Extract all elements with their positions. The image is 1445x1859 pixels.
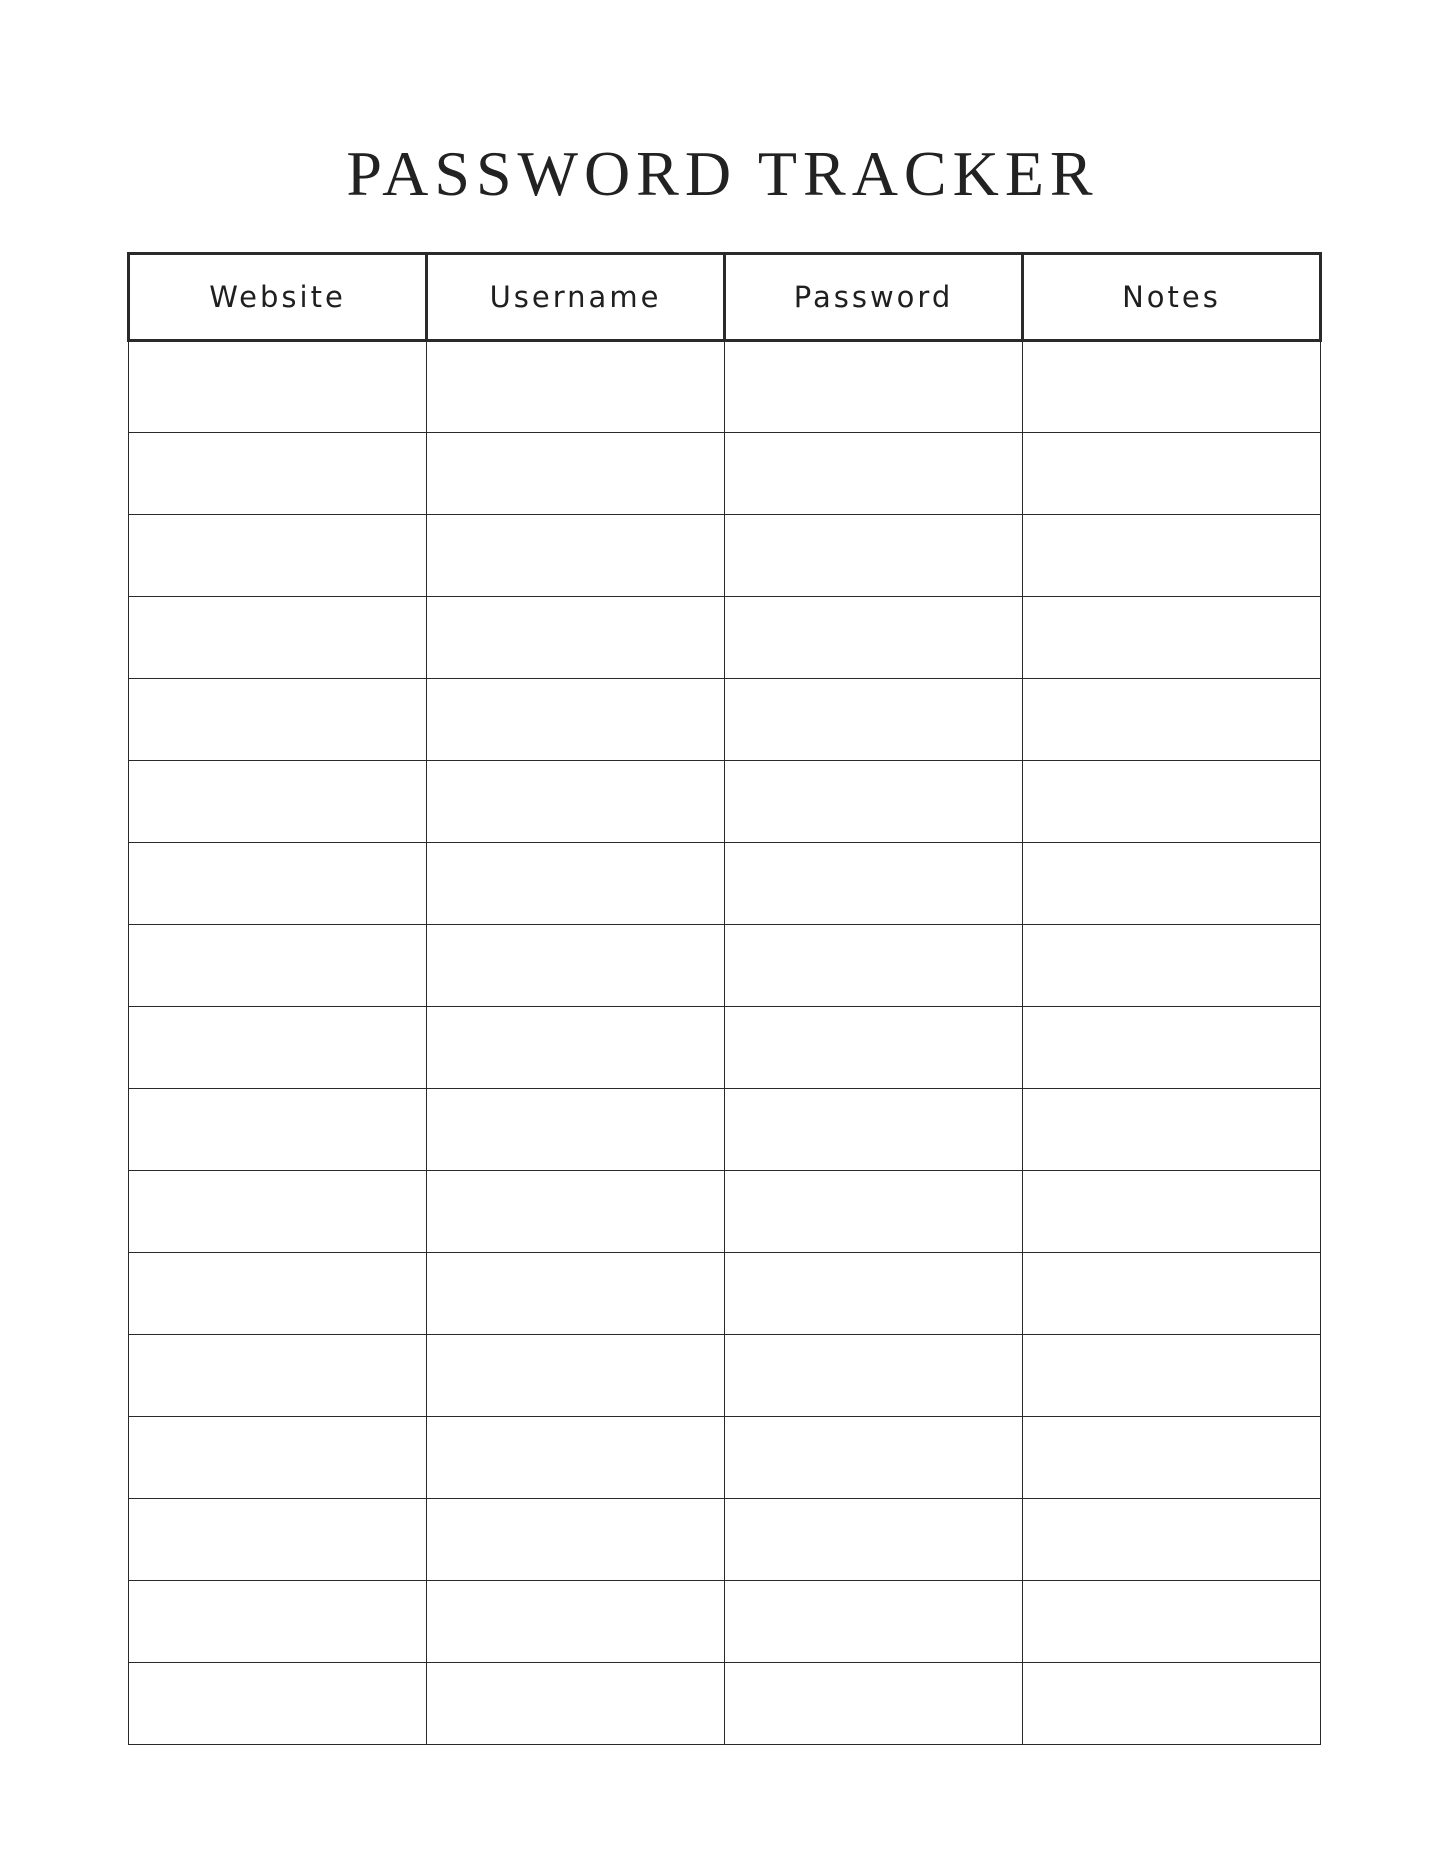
cell-notes[interactable] (1023, 1581, 1321, 1663)
cell-website[interactable] (129, 433, 427, 515)
cell-password[interactable] (725, 1171, 1023, 1253)
cell-notes[interactable] (1023, 761, 1321, 843)
table-row (129, 1007, 1321, 1089)
cell-website[interactable] (129, 341, 427, 433)
column-header-notes: Notes (1023, 254, 1321, 341)
cell-username[interactable] (427, 925, 725, 1007)
table-row (129, 515, 1321, 597)
cell-password[interactable] (725, 761, 1023, 843)
page-title: PASSWORD TRACKER (346, 138, 1099, 209)
cell-password[interactable] (725, 843, 1023, 925)
cell-password[interactable] (725, 1335, 1023, 1417)
table-row (129, 1171, 1321, 1253)
cell-password[interactable] (725, 679, 1023, 761)
table-row (129, 1089, 1321, 1171)
cell-notes[interactable] (1023, 1499, 1321, 1581)
cell-website[interactable] (129, 1089, 427, 1171)
cell-website[interactable] (129, 1171, 427, 1253)
cell-username[interactable] (427, 679, 725, 761)
cell-notes[interactable] (1023, 1007, 1321, 1089)
cell-username[interactable] (427, 341, 725, 433)
cell-notes[interactable] (1023, 925, 1321, 1007)
cell-password[interactable] (725, 1663, 1023, 1745)
table-row (129, 341, 1321, 433)
cell-notes[interactable] (1023, 1171, 1321, 1253)
cell-website[interactable] (129, 1335, 427, 1417)
cell-password[interactable] (725, 515, 1023, 597)
cell-website[interactable] (129, 679, 427, 761)
cell-notes[interactable] (1023, 433, 1321, 515)
cell-username[interactable] (427, 1335, 725, 1417)
column-header-username: Username (427, 254, 725, 341)
cell-username[interactable] (427, 1089, 725, 1171)
table-body (129, 341, 1321, 1745)
cell-password[interactable] (725, 925, 1023, 1007)
cell-username[interactable] (427, 1581, 725, 1663)
cell-password[interactable] (725, 597, 1023, 679)
table-row (129, 679, 1321, 761)
cell-notes[interactable] (1023, 843, 1321, 925)
cell-password[interactable] (725, 1089, 1023, 1171)
cell-username[interactable] (427, 1007, 725, 1089)
table-row (129, 433, 1321, 515)
table-row (129, 1663, 1321, 1745)
column-header-website: Website (129, 254, 427, 341)
cell-notes[interactable] (1023, 1417, 1321, 1499)
table-row (129, 1581, 1321, 1663)
table-row (129, 1417, 1321, 1499)
password-table (127, 252, 1322, 1745)
cell-username[interactable] (427, 1253, 725, 1335)
cell-website[interactable] (129, 597, 427, 679)
cell-username[interactable] (427, 1417, 725, 1499)
cell-website[interactable] (129, 925, 427, 1007)
cell-password[interactable] (725, 433, 1023, 515)
cell-website[interactable] (129, 1499, 427, 1581)
cell-username[interactable] (427, 1663, 725, 1745)
cell-notes[interactable] (1023, 1663, 1321, 1745)
column-header-password: Password (725, 254, 1023, 341)
cell-website[interactable] (129, 1581, 427, 1663)
cell-website[interactable] (129, 1007, 427, 1089)
cell-username[interactable] (427, 1499, 725, 1581)
table-header (129, 254, 1321, 341)
cell-website[interactable] (129, 1253, 427, 1335)
cell-notes[interactable] (1023, 1335, 1321, 1417)
cell-password[interactable] (725, 1253, 1023, 1335)
cell-password[interactable] (725, 341, 1023, 433)
cell-password[interactable] (725, 1581, 1023, 1663)
cell-username[interactable] (427, 515, 725, 597)
cell-website[interactable] (129, 1417, 427, 1499)
cell-notes[interactable] (1023, 1089, 1321, 1171)
table-row (129, 925, 1321, 1007)
table-row (129, 761, 1321, 843)
cell-website[interactable] (129, 843, 427, 925)
table-row (129, 1253, 1321, 1335)
table-row (129, 1499, 1321, 1581)
cell-password[interactable] (725, 1007, 1023, 1089)
cell-notes[interactable] (1023, 679, 1321, 761)
cell-website[interactable] (129, 1663, 427, 1745)
cell-username[interactable] (427, 1171, 725, 1253)
cell-username[interactable] (427, 761, 725, 843)
cell-username[interactable] (427, 843, 725, 925)
cell-username[interactable] (427, 597, 725, 679)
cell-website[interactable] (129, 515, 427, 597)
cell-password[interactable] (725, 1417, 1023, 1499)
cell-website[interactable] (129, 761, 427, 843)
cell-notes[interactable] (1023, 1253, 1321, 1335)
cell-notes[interactable] (1023, 597, 1321, 679)
cell-notes[interactable] (1023, 515, 1321, 597)
cell-password[interactable] (725, 1499, 1023, 1581)
cell-username[interactable] (427, 433, 725, 515)
table-row (129, 1335, 1321, 1417)
table-row (129, 597, 1321, 679)
table-row (129, 843, 1321, 925)
cell-notes[interactable] (1023, 341, 1321, 433)
header-row (129, 254, 1321, 341)
